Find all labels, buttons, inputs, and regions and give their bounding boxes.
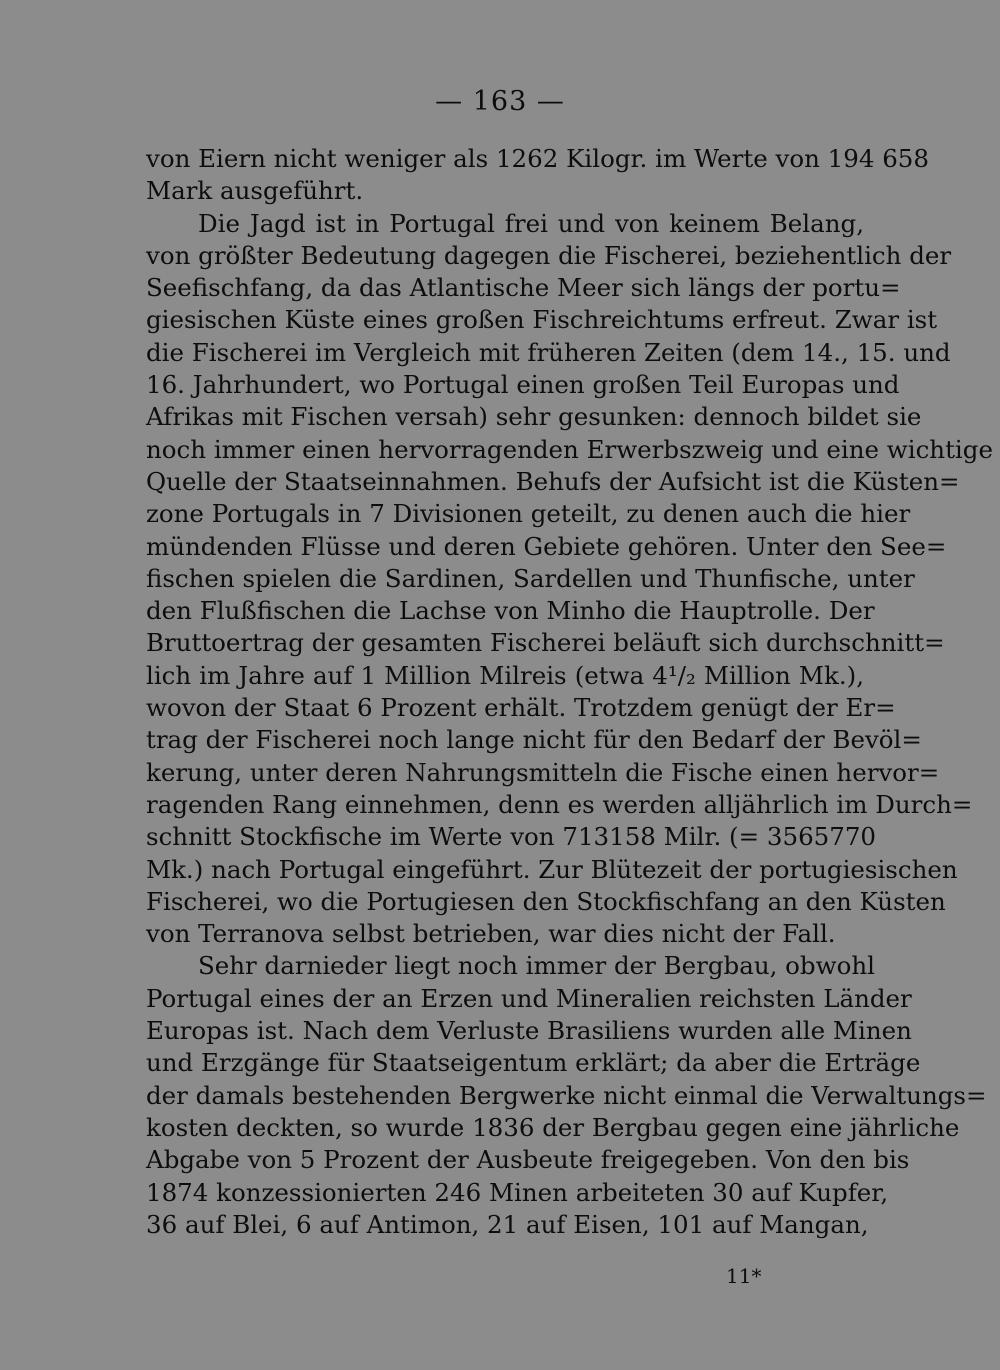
text-line: von größter Bedeutung dagegen die Fischerei, beziehentlich der bbox=[146, 240, 952, 270]
signature-mark: 11* bbox=[726, 1264, 762, 1288]
text-line: lich im Jahre auf 1 Million Milreis (etwa 4¹/₂ Million Mk.), bbox=[146, 660, 864, 690]
text-line: Die Jagd ist in Portugal frei und von keinem Belang, bbox=[198, 208, 864, 238]
text-line: noch immer einen hervorragenden Erwerbszweig und eine wichtige bbox=[146, 434, 993, 464]
text-line: mündenden Flüsse und deren Gebiete gehören. Unter den See= bbox=[146, 531, 947, 561]
text-line: den Flußfischen die Lachse von Minho die Hauptrolle. Der bbox=[146, 596, 875, 626]
body-text bbox=[146, 143, 993, 1241]
text-line: schnitt Stockfische im Werte von 713158 Milr. (= 3565770 bbox=[146, 822, 877, 852]
text-line: Seefischfang, da das Atlantische Meer sich längs der portu= bbox=[146, 273, 901, 303]
text-line: trag der Fischerei noch lange nicht für den Bedarf der Bevöl= bbox=[146, 725, 922, 755]
text-line: Abgabe von 5 Prozent der Ausbeute freigegeben. Von den bis bbox=[146, 1145, 910, 1175]
text-line: Sehr darnieder liegt noch immer der Bergbau, obwohl bbox=[198, 951, 875, 981]
text-line: Mark ausgeführt. bbox=[146, 176, 364, 206]
text-line: 1874 konzessionierten 246 Minen arbeiteten 30 auf Kupfer, bbox=[146, 1177, 889, 1207]
text-line: fischen spielen die Sardinen, Sardellen und Thunfische, unter bbox=[146, 563, 915, 593]
text-line: Bruttoertrag der gesamten Fischerei beläuft sich durchschnitt= bbox=[146, 628, 945, 658]
text-line: Europas ist. Nach dem Verluste Brasiliens wurden alle Minen bbox=[146, 1016, 912, 1046]
text-line: von Eiern nicht weniger als 1262 Kilogr. im Werte von 194 658 bbox=[146, 144, 929, 173]
text-line: Fischerei, wo die Portugiesen den Stockfischfang an den Küsten bbox=[146, 886, 946, 916]
text-line: zone Portugals in 7 Divisionen geteilt, zu denen auch die hier bbox=[146, 499, 911, 529]
text-line: und Erzgänge für Staatseigentum erklärt; da aber die Erträge bbox=[146, 1048, 921, 1078]
text-line: 16. Jahrhundert, wo Portugal einen großen Teil Europas und bbox=[146, 370, 900, 400]
text-line: kosten deckten, so wurde 1836 der Bergbau gegen eine jährliche bbox=[146, 1112, 960, 1142]
text-line: Quelle der Staatseinnahmen. Behufs der Aufsicht ist die Küsten= bbox=[146, 466, 960, 496]
text-line: der damals bestehenden Bergwerke nicht einmal die Verwaltungs= bbox=[146, 1080, 987, 1110]
text-line: ragenden Rang einnehmen, denn es werden alljährlich im Durch= bbox=[146, 789, 973, 819]
text-line: 36 auf Blei, 6 auf Antimon, 21 auf Eisen, 101 auf Mangan, bbox=[146, 1209, 869, 1239]
page-number: — 163 — bbox=[435, 86, 565, 117]
text-line: giesischen Küste eines großen Fischreichtums erfreut. Zwar ist bbox=[146, 305, 938, 335]
text-line: die Fischerei im Vergleich mit früheren Zeiten (dem 14., 15. und bbox=[146, 337, 951, 367]
text-line: kerung, unter deren Nahrungsmitteln die Fische einen hervor= bbox=[146, 757, 940, 787]
text-line: von Terranova selbst betrieben, war dies nicht der Fall. bbox=[146, 919, 836, 949]
text-line: Mk.) nach Portugal eingeführt. Zur Blütezeit der portugiesischen bbox=[146, 854, 958, 884]
text-line: wovon der Staat 6 Prozent erhält. Trotzdem genügt der Er= bbox=[146, 693, 896, 723]
text-line: Afrikas mit Fischen versah) sehr gesunken: dennoch bildet sie bbox=[146, 402, 922, 432]
text-line: Portugal eines der an Erzen und Mineralien reichsten Länder bbox=[146, 983, 912, 1013]
